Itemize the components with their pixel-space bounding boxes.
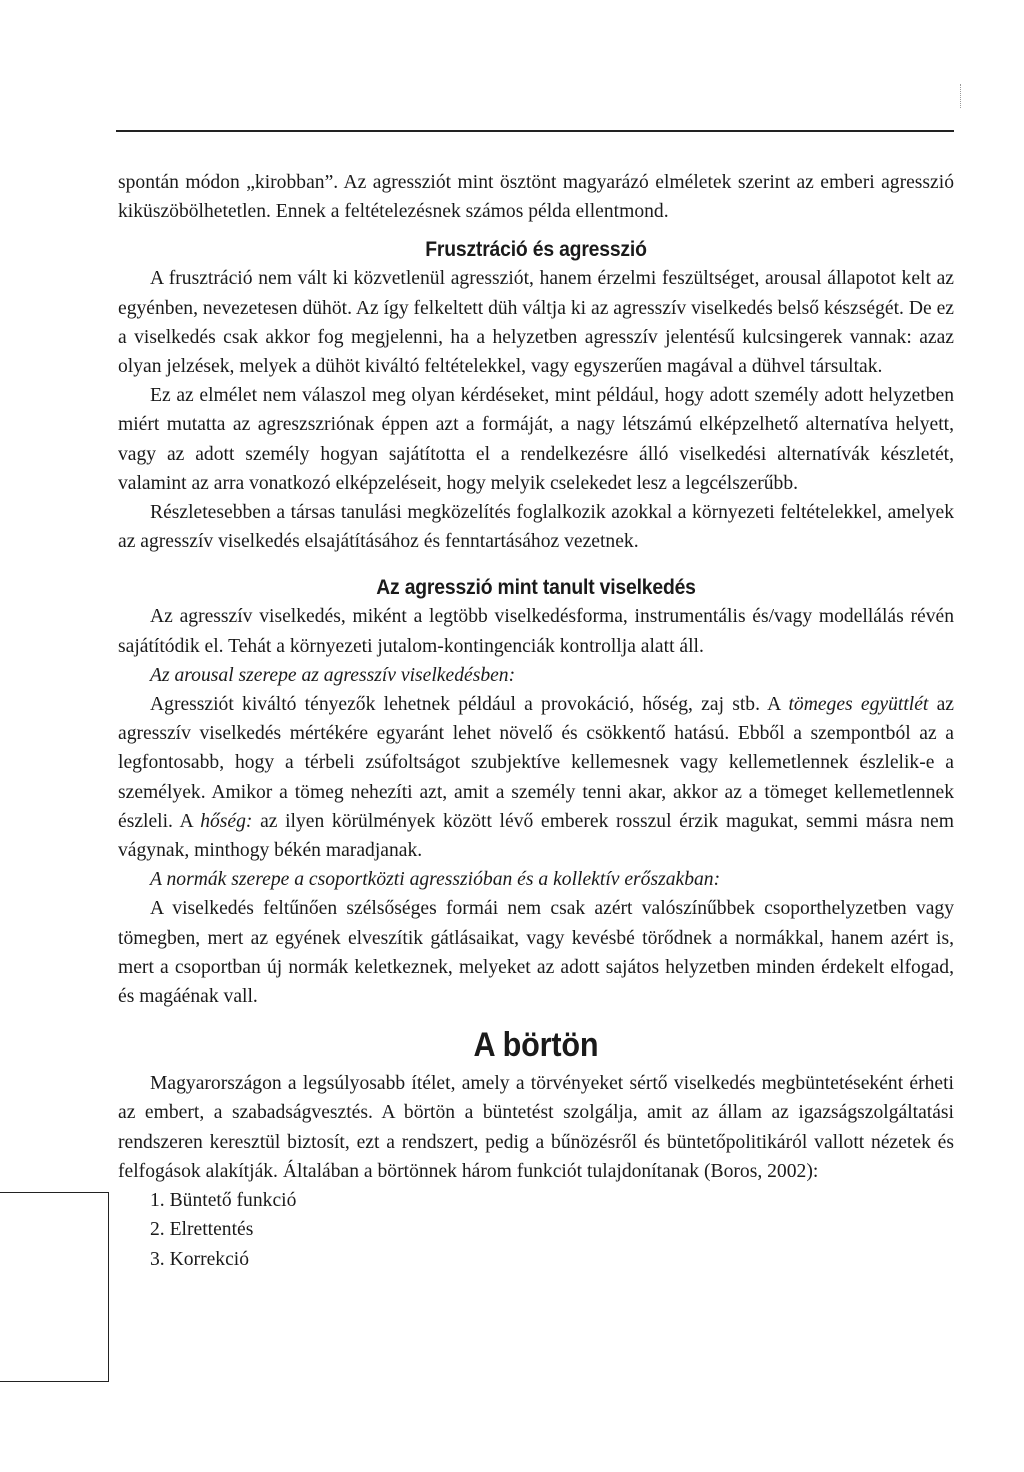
text-segment: Agressziót kiváltó tényezők lehetnek például a provokáció, hőség, zaj stb. A bbox=[150, 694, 789, 716]
paragraph-theory-limits: Ez az elmélet nem válaszol meg olyan kérdéseket, mint például, hogy adott személy adott helyzetben miért mutatta az agreszszriónak éppen azt a formáját, a nagy létszámú elképzelhető alternatíva helyett, vagy az adott személy hogyan sajátította el a rendelkezésre álló viselkedési alternatívák készletét, valamint az arra vonatkozó elképzeléseit, hogy melyik cselekedet lesz a legcélszerűbb. bbox=[118, 385, 954, 494]
paragraph-social-learning: Részletesebben a társas tanulási megközelítés foglalkozik azokkal a környezeti feltételekkel, amelyek az agresszív viselkedés elsajátításához és fenntartásához vezetnek. bbox=[118, 502, 954, 553]
emphasis-crowd: tömeges együttlét bbox=[788, 694, 929, 716]
page-body bbox=[118, 168, 954, 1274]
paragraph-arousal bbox=[118, 690, 954, 865]
header-rule bbox=[116, 130, 954, 132]
paragraph-norms: A viselkedés feltűnően szélsőséges formái nem csak azért valószínűbbek csoporthelyzetben vagy tömegben, mert az egyének elveszítik gátlásaikat, vagy kevésbé törődnek a normákkal, hanem azért is, mert a csoportban új normák keletkeznek, melyeket az adott sajátos helyzetben minden érdekelt elfogad, és magáénak vall. bbox=[118, 898, 954, 1008]
corner-mark bbox=[960, 84, 961, 108]
list-item: 2. Elrettentés bbox=[150, 1219, 254, 1241]
paragraph-intro: spontán módon „kirobban”. Az agressziót mint ösztönt magyarázó elméletek szerint az emberi agresszió kiküszöbölhetetlen. Ennek a feltételezésnek számos példa ellentmond. bbox=[118, 172, 954, 223]
heading-learned-behavior: Az agresszió mint tanult viselkedés bbox=[376, 575, 696, 600]
subheading-arousal: Az arousal szerepe az agresszív viselkedésben: bbox=[150, 664, 516, 686]
text-segment: az ilyen körülmények között lévő emberek rosszul érzik magukat, semmi másra nem vágynak, minthogy békén maradjanak. bbox=[118, 810, 954, 862]
text-segment: az agresszív viselkedés mértékére egyaránt lehet növelő és csökkentő hatású. Ebből a szempontból az a legfontosabb, hogy a térbeli zsúfoltságot szubjektíve kellemesnek vagy kellemetlennek észlelik-e a személyek. Amikor a tömeg nehezíti azt, amit a személy tenni akar, akkor az a tömeget kellemetlennek észleli. A bbox=[118, 694, 954, 832]
paragraph-learned: Az agresszív viselkedés, miként a legtöbb viselkedésforma, instrumentális és/vagy modellálás révén sajátítódik el. Tehát a környezeti jutalom-kontingenciák kontrollja alatt áll. bbox=[118, 606, 954, 657]
list-item: 3. Korrekció bbox=[150, 1248, 250, 1270]
list-item: 1. Büntető funkció bbox=[150, 1190, 297, 1212]
prison-functions-list bbox=[118, 1186, 954, 1274]
paragraph-prison: Magyarországon a legsúlyosabb ítélet, amely a törvényeket sértő viselkedés megbüntetéseként érheti az embert, a szabadságvesztés. A börtön a büntetést szolgálja, amit az állam az igazságszolgáltatási rendszeren keresztül biztosít, ezt a rendszert, pedig a bűnözésről és büntetőpolitikáról vallott nézetek és felfogások alakítják. Általában a börtönnek három funkciót tulajdonítanak (Boros, 2002): bbox=[118, 1073, 954, 1182]
subheading-norms: A normák szerepe a csoportközti agresszióban és a kollektív erőszakban: bbox=[150, 869, 721, 891]
heading-frustration: Frusztráció és agresszió bbox=[425, 237, 647, 262]
heading-prison: A börtön bbox=[473, 1026, 599, 1065]
margin-bracket bbox=[0, 1192, 109, 1382]
paragraph-frustration: A frusztráció nem vált ki közvetlenül agressziót, hanem érzelmi feszültséget, arousal állapotot kelt az egyénben, nevezetesen dühöt. Az így felkeltett düh váltja ki az agresszív viselkedés belső készségét. De ez a viselkedés csak akkor fog megjelenni, ha a helyzetben agresszív jelentésű kulcsingerek vannak: azaz olyan jelzések, melyek a dühöt kiváltó feltételekkel, vagy egyszerűen magával a dühvel társultak. bbox=[118, 268, 954, 378]
emphasis-heat: hőség: bbox=[200, 810, 253, 832]
